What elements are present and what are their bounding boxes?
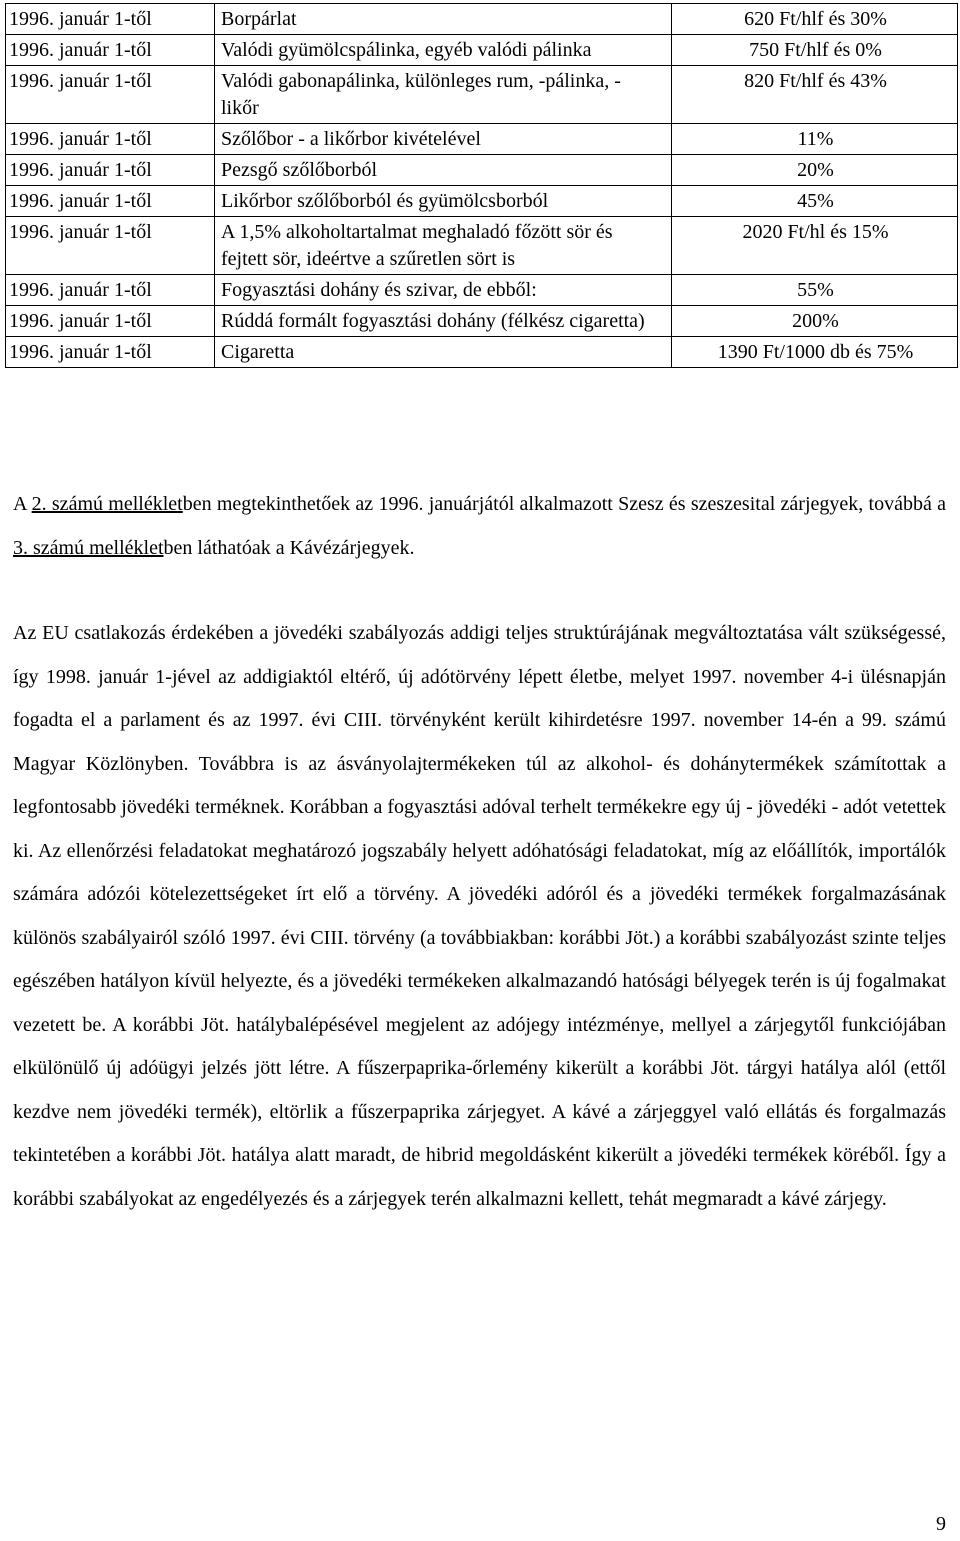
date-cell: 1996. január 1-től <box>6 4 215 35</box>
date-cell: 1996. január 1-től <box>6 66 215 124</box>
annex-text-part: A <box>13 493 32 515</box>
product-cell: Fogyasztási dohány és szivar, de ebből: <box>215 275 672 306</box>
date-cell: 1996. január 1-től <box>6 337 215 368</box>
rate-cell: 45% <box>672 186 958 217</box>
rate-cell: 620 Ft/hlf és 30% <box>672 4 958 35</box>
product-cell: Valódi gabonapálinka, különleges rum, -pálinka, -likőr <box>215 66 672 124</box>
product-cell: Likőrbor szőlőborból és gyümölcsborból <box>215 186 672 217</box>
rate-cell: 2020 Ft/hl és 15% <box>672 217 958 275</box>
rate-cell: 1390 Ft/1000 db és 75% <box>672 337 958 368</box>
annex-reference-paragraph <box>13 483 946 570</box>
product-cell: Pezsgő szőlőborból <box>215 155 672 186</box>
table-row <box>6 124 958 155</box>
product-cell: Valódi gyümölcspálinka, egyéb valódi pálinka <box>215 35 672 66</box>
rate-cell: 55% <box>672 275 958 306</box>
date-cell: 1996. január 1-től <box>6 275 215 306</box>
date-cell: 1996. január 1-től <box>6 217 215 275</box>
product-cell: Cigaretta <box>215 337 672 368</box>
table-row <box>6 66 958 124</box>
date-cell: 1996. január 1-től <box>6 306 215 337</box>
body-paragraph: Az EU csatlakozás érdekében a jövedéki szabályozás addigi teljes struktúrájának megváltoztatása vált szükségessé, így 1998. január 1-jével az addigiaktól eltérő, új adótörvény lépett életbe, melyet 1997. november 4-i ülésnapján fogadta el a parlament és az 1997. évi CIII. törvényként került kihirdetésre 1997. november 14-én a 99. számú Magyar Közlönyben. Továbbra is az ásványolajtermékeken túl az alkohol- és dohánytermékek számítottak a legfontosabb jövedéki terméknek. Korábban a fogyasztási adóval terhelt termékekre egy új - jövedéki - adót vetettek ki. Az ellenőrzési feladatokat meghatározó jogszabály helyett adóhatósági feladatokat, míg az előállítók, importálók számára adózói kötelezettségeket írt elő a törvény. A jövedéki adóról és a jövedéki termékek forgalmazásának különös szabályairól szóló 1997. évi CIII. törvény (a továbbiakban: korábbi Jöt.) a korábbi szabályozást szinte teljes egészében hatályon kívül helyezte, és a jövedéki termékeken alkalmazandó hatósági bélyegek terén is új fogalmakat vezetett be. A korábbi Jöt. hatálybalépésével megjelent az adójegy intézménye, mellyel a zárjegytől funkciójában elkülönülő új adóügyi jelzés jött létre. A fűszerpaprika-őrlemény kikerült a korábbi Jöt. tárgyi hatálya alól (ettől kezdve nem jövedéki termék), eltörlik a fűszerpaprika zárjegyet. A kávé a zárjeggyel való ellátás és forgalmazás tekintetében a korábbi Jöt. hatálya alatt maradt, de hibrid megoldásként kikerült a jövedéki termékek köréből. Így a korábbi szabályokat az engedélyezés és a zárjegyek terén alkalmazni kellett, tehát megmaradt a kávé zárjegy. <box>13 622 946 1210</box>
table-row <box>6 35 958 66</box>
product-cell: A 1,5% alkoholtartalmat meghaladó főzött sör és fejtett sör, ideértve a szűretlen sört is <box>215 217 672 275</box>
date-cell: 1996. január 1-től <box>6 124 215 155</box>
table-row <box>6 275 958 306</box>
date-cell: 1996. január 1-től <box>6 186 215 217</box>
table-row <box>6 337 958 368</box>
page-number: 9 <box>936 1513 946 1535</box>
annex-text-part: ben megtekinthetőek az 1996. januárjától alkalmazott Szesz és szeszesital zárjegyek, továbbá a <box>182 493 947 515</box>
rate-cell: 750 Ft/hlf és 0% <box>672 35 958 66</box>
table-row <box>6 4 958 35</box>
annex-2-reference: 2. számú melléklet <box>31 493 183 515</box>
annex-text-part: ben láthatóak a Kávézárjegyek. <box>163 536 415 559</box>
date-cell: 1996. január 1-től <box>6 155 215 186</box>
date-cell: 1996. január 1-től <box>6 35 215 66</box>
product-cell: Rúddá formált fogyasztási dohány (félkész cigaretta) <box>215 306 672 337</box>
table-row <box>6 306 958 337</box>
rate-cell: 820 Ft/hlf és 43% <box>672 66 958 124</box>
rate-cell: 200% <box>672 306 958 337</box>
product-cell: Borpárlat <box>215 4 672 35</box>
excise-rate-table <box>5 3 958 368</box>
annex-3-reference: 3. számú melléklet <box>13 536 164 559</box>
rate-cell: 11% <box>672 124 958 155</box>
rate-cell: 20% <box>672 155 958 186</box>
table-row <box>6 186 958 217</box>
table-row <box>6 217 958 275</box>
table-row <box>6 155 958 186</box>
product-cell: Szőlőbor - a likőrbor kivételével <box>215 124 672 155</box>
